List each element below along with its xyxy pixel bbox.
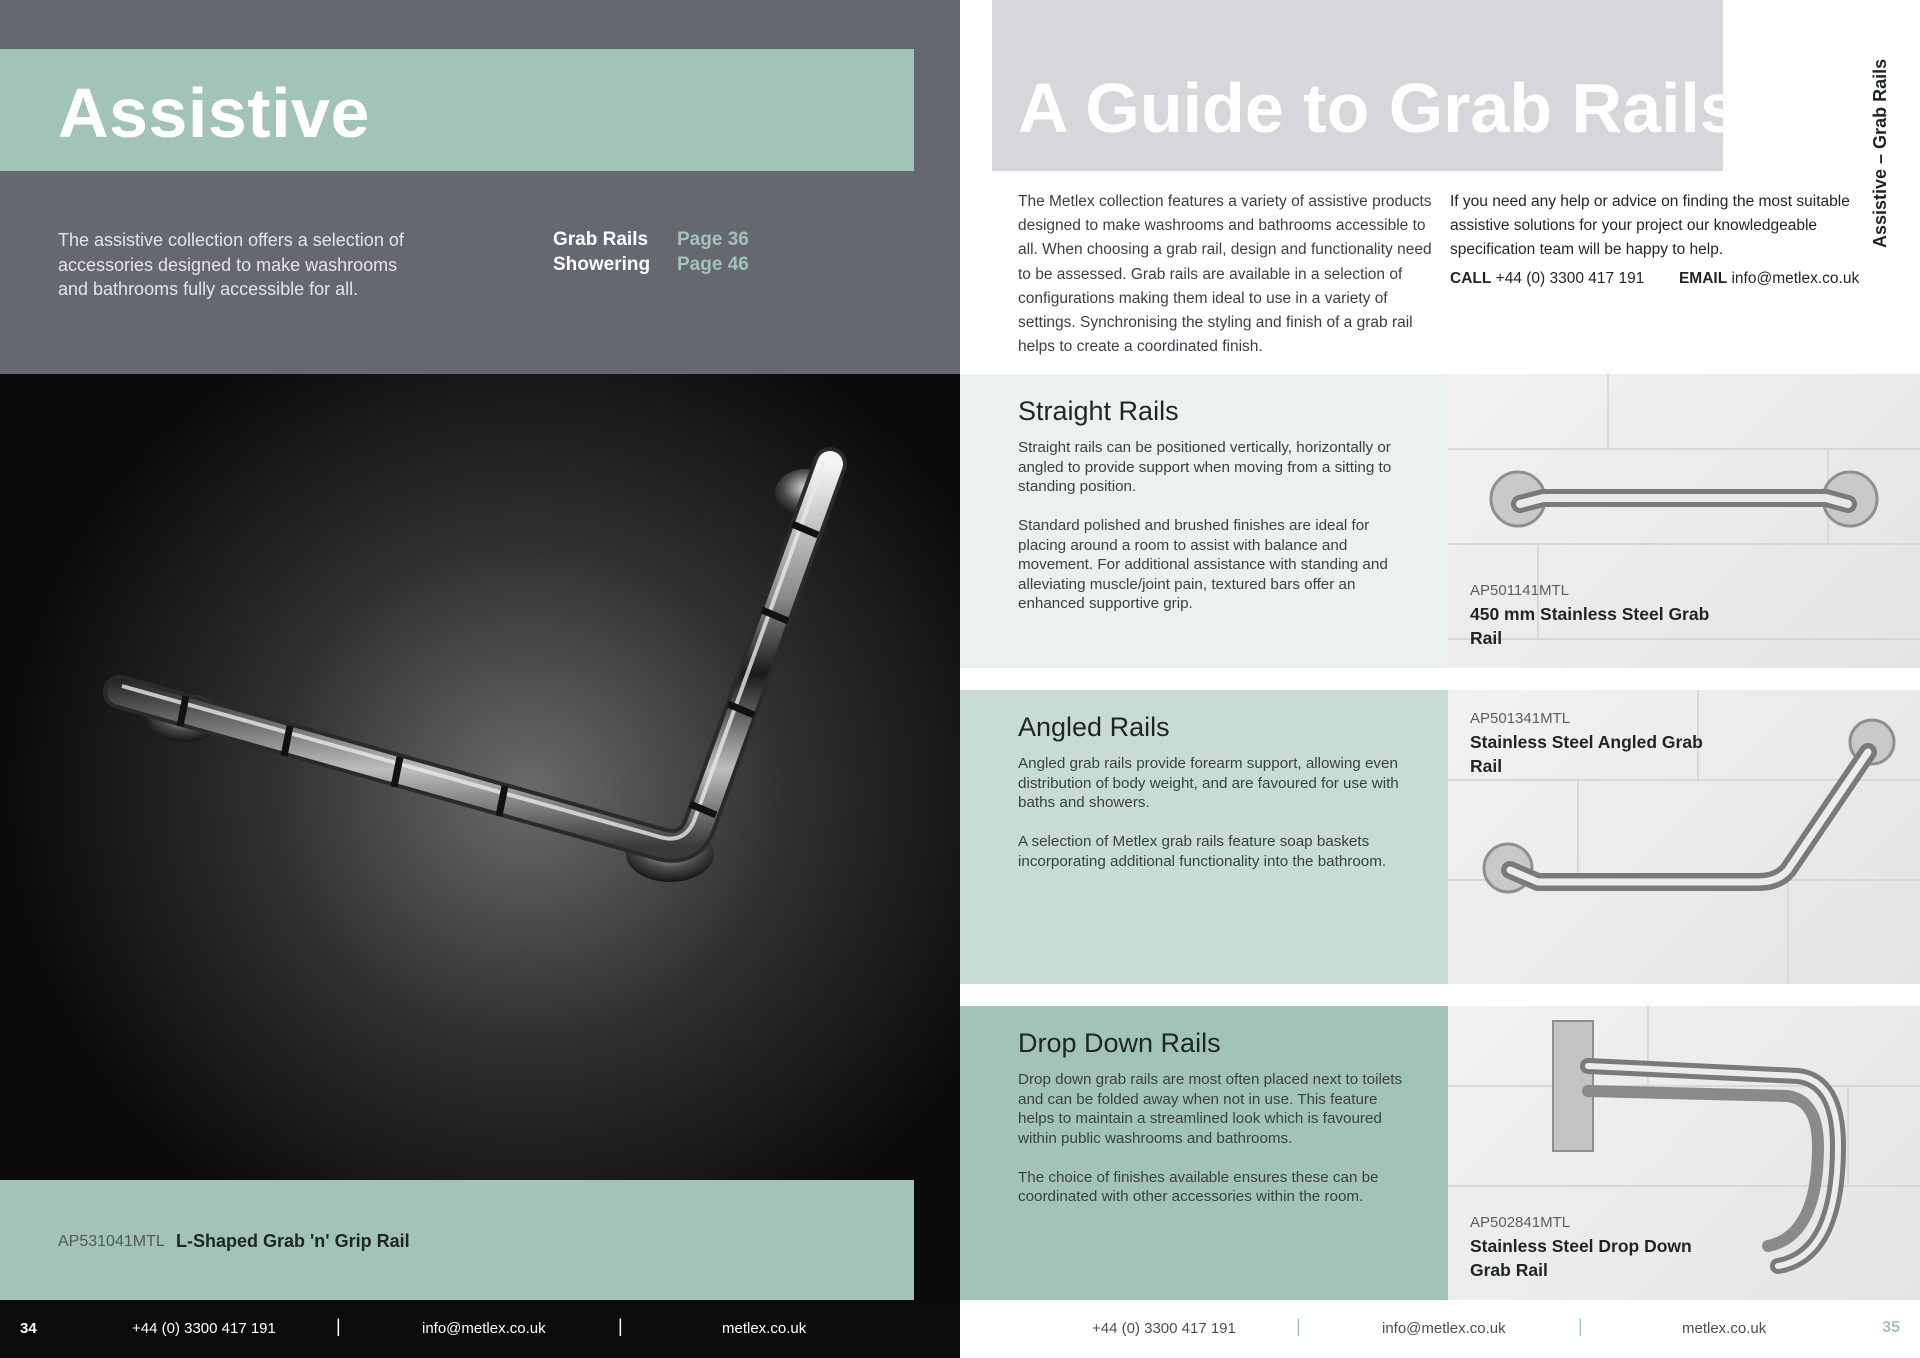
collection-intro: The assistive collection offers a selection of accessories designed to make washrooms and bathrooms fully accessible for all. bbox=[58, 230, 404, 299]
footer-separator: | bbox=[336, 1316, 341, 1336]
rail-paragraph: A selection of Metlex grab rails feature soap baskets incorporating additional functionality into the bathroom. bbox=[1018, 833, 1387, 870]
call-number[interactable]: +44 (0) 3300 417 191 bbox=[1495, 270, 1645, 287]
guide-intro: The Metlex collection features a variety of assistive products designed to make washrooms and bathrooms accessible to all. When choosing a grab rail, design and functionality need to be assessed. Grab rails are available in a selection of configurations making them ideal to use in a variety of settings. Synchronising the styling and finish of a grab rail helps to create a coordinated finish. bbox=[1018, 193, 1432, 356]
right-page bbox=[960, 0, 1920, 1358]
left-header-panel bbox=[0, 0, 960, 374]
contact-email[interactable]: info@metlex.co.uk bbox=[1731, 270, 1860, 287]
footer-website[interactable]: metlex.co.uk bbox=[1682, 1320, 1767, 1337]
rail-heading: Angled Rails bbox=[1018, 712, 1170, 742]
angled-rail-photo bbox=[1448, 690, 1920, 984]
page-number: 35 bbox=[1882, 1319, 1900, 1336]
drop-down-rails-section bbox=[960, 1006, 1920, 1300]
contents-item[interactable] bbox=[553, 253, 749, 278]
footer-website[interactable]: metlex.co.uk bbox=[722, 1320, 807, 1337]
rail-text-panel bbox=[960, 374, 1448, 668]
help-text: If you need any help or advice on finding the most suitable assistive solutions for your project our knowledgeable specification team will be happy to help. bbox=[1450, 193, 1850, 259]
contents-item[interactable] bbox=[553, 228, 749, 253]
straight-rail-photo bbox=[1448, 374, 1920, 668]
right-footer bbox=[960, 1300, 1920, 1358]
rail-name: Stainless Steel Angled Grab Rail bbox=[1470, 732, 1703, 776]
footer-phone[interactable]: +44 (0) 3300 417 191 bbox=[1092, 1320, 1236, 1337]
rail-name: 450 mm Stainless Steel Grab Rail bbox=[1470, 604, 1710, 648]
contents-item-page: Page 46 bbox=[677, 253, 749, 275]
page-title: Assistive bbox=[58, 74, 370, 152]
rail-text-panel bbox=[960, 690, 1448, 984]
rail-paragraph: Straight rails can be positioned vertically, horizontally or angled to provide support when moving from a sitting to standing position. bbox=[1018, 439, 1392, 495]
rail-name: Stainless Steel Drop Down Grab Rail bbox=[1470, 1236, 1692, 1280]
rail-code: AP501341MTL bbox=[1470, 710, 1571, 727]
footer-phone[interactable]: +44 (0) 3300 417 191 bbox=[132, 1320, 276, 1337]
contents-item-page: Page 36 bbox=[677, 229, 749, 250]
straight-rails-section bbox=[960, 374, 1920, 668]
rail-code: AP502841MTL bbox=[1470, 1214, 1571, 1231]
call-label: CALL bbox=[1450, 270, 1492, 287]
rail-paragraph: Angled grab rails provide forearm support, allowing even distribution of body weight, and are favoured for use with baths and showers. bbox=[1018, 755, 1399, 811]
contact-line bbox=[1450, 270, 1859, 288]
guide-title: A Guide to Grab Rails bbox=[1018, 69, 1739, 147]
rail-description bbox=[1018, 754, 1408, 871]
title-band bbox=[0, 49, 914, 171]
rail-description bbox=[1018, 1070, 1408, 1207]
contents-list bbox=[553, 228, 749, 277]
side-section-label: Assistive – Grab Rails bbox=[1870, 58, 1890, 248]
product-code: AP531041MTL bbox=[58, 1233, 165, 1250]
left-footer bbox=[0, 1300, 960, 1358]
rail-description bbox=[1018, 438, 1408, 614]
footer-separator: | bbox=[1578, 1316, 1583, 1336]
l-shaped-rail-photo bbox=[0, 374, 960, 1300]
l-shaped-rail-illustration bbox=[0, 374, 960, 1300]
contents-item-name: Showering bbox=[553, 253, 651, 275]
rail-paragraph: Standard polished and brushed finishes are ideal for placing around a room to assist with balance and movement. For additional assistance with standing and alleviating muscle/joint pain, textured bars offer an enhanced supportive grip. bbox=[1018, 517, 1388, 612]
contents-item-name: Grab Rails bbox=[553, 229, 649, 250]
footer-separator: | bbox=[1296, 1316, 1301, 1336]
rail-paragraph: Drop down grab rails are most often placed next to toilets and can be folded away when not in use. This feature helps to maintain a streamlined look which is favoured within public washrooms and bathrooms. bbox=[1018, 1071, 1403, 1147]
product-name: L-Shaped Grab 'n' Grip Rail bbox=[176, 1231, 410, 1251]
footer-separator: | bbox=[618, 1316, 623, 1336]
angled-rails-section bbox=[960, 690, 1920, 984]
rail-heading: Straight Rails bbox=[1018, 396, 1179, 426]
page-number: 34 bbox=[20, 1320, 37, 1337]
footer-email[interactable]: info@metlex.co.uk bbox=[1382, 1320, 1506, 1337]
rail-code: AP501141MTL bbox=[1470, 582, 1569, 599]
rail-text-panel bbox=[960, 1006, 1448, 1300]
rail-paragraph: The choice of finishes available ensures these can be coordinated with other accessories within the room. bbox=[1018, 1168, 1379, 1205]
featured-product-band bbox=[0, 1180, 914, 1300]
drop-down-rail-photo bbox=[1448, 1006, 1920, 1300]
rail-heading: Drop Down Rails bbox=[1018, 1028, 1221, 1058]
email-label: EMAIL bbox=[1678, 270, 1728, 287]
footer-email[interactable]: info@metlex.co.uk bbox=[422, 1320, 546, 1337]
